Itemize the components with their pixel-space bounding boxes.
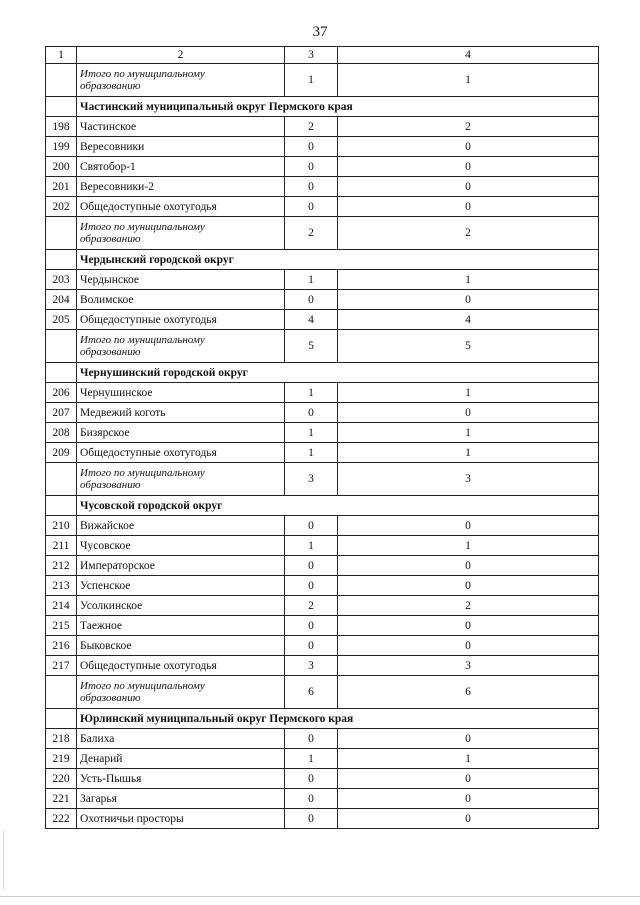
- hunting-ground-name: Общедоступные охотугодья: [77, 197, 285, 217]
- row-number: 216: [46, 636, 77, 656]
- row-number: [46, 217, 77, 250]
- value-col-4: 1: [338, 443, 599, 463]
- value-col-3: 1: [285, 749, 338, 769]
- row-number: [46, 330, 77, 363]
- value-col-3: 0: [285, 616, 338, 636]
- value-col-3: 0: [285, 729, 338, 749]
- row-number: 212: [46, 556, 77, 576]
- value-col-3: 0: [285, 403, 338, 423]
- header-row: [46, 47, 599, 64]
- hunting-ground-name: Усолкинское: [77, 596, 285, 616]
- table-row: [46, 536, 599, 556]
- section-empty-cell: [46, 97, 77, 117]
- row-number: 208: [46, 423, 77, 443]
- table-row: [46, 403, 599, 423]
- value-col-3: 1: [285, 270, 338, 290]
- row-number: 213: [46, 576, 77, 596]
- hunting-ground-name: Успенское: [77, 576, 285, 596]
- hunting-ground-name: Чернушинское: [77, 383, 285, 403]
- hunting-ground-name: Балиха: [77, 729, 285, 749]
- row-number: 218: [46, 729, 77, 749]
- row-number: 221: [46, 789, 77, 809]
- value-col-3: 1: [285, 383, 338, 403]
- value-col-4: 1: [338, 64, 599, 97]
- value-col-4: 0: [338, 789, 599, 809]
- hunting-ground-name: Загарья: [77, 789, 285, 809]
- section-header-row: [46, 496, 599, 516]
- row-number: 204: [46, 290, 77, 310]
- value-col-4: 3: [338, 656, 599, 676]
- section-empty-cell: [46, 496, 77, 516]
- header-col-2: 2: [77, 47, 285, 64]
- hunting-grounds-table: [45, 46, 599, 829]
- hunting-ground-name: Итого по муниципальному образованию: [77, 330, 285, 363]
- hunting-ground-name: Бизярское: [77, 423, 285, 443]
- value-col-3: 0: [285, 769, 338, 789]
- value-col-4: 4: [338, 310, 599, 330]
- value-col-4: 0: [338, 197, 599, 217]
- value-col-4: 0: [338, 290, 599, 310]
- value-col-4: 3: [338, 463, 599, 496]
- value-col-3: 0: [285, 177, 338, 197]
- value-col-3: 1: [285, 536, 338, 556]
- value-col-3: 0: [285, 809, 338, 829]
- value-col-3: 0: [285, 290, 338, 310]
- value-col-3: 2: [285, 217, 338, 250]
- value-col-4: 1: [338, 536, 599, 556]
- table-row: [46, 749, 599, 769]
- value-col-4: 0: [338, 157, 599, 177]
- value-col-4: 5: [338, 330, 599, 363]
- value-col-4: 0: [338, 809, 599, 829]
- hunting-ground-name: Итого по муниципальному образованию: [77, 64, 285, 97]
- table-row: [46, 576, 599, 596]
- section-header-row: [46, 709, 599, 729]
- hunting-ground-name: Вижайское: [77, 516, 285, 536]
- hunting-ground-name: Волимское: [77, 290, 285, 310]
- table-row: [46, 769, 599, 789]
- value-col-4: 2: [338, 217, 599, 250]
- hunting-ground-name: Чусовское: [77, 536, 285, 556]
- table-row: [46, 117, 599, 137]
- hunting-ground-name: Чердынское: [77, 270, 285, 290]
- total-row: [46, 64, 599, 97]
- section-title: Чернушинский городской округ: [77, 363, 599, 383]
- table-row: [46, 157, 599, 177]
- table-row: [46, 177, 599, 197]
- section-title: Юрлинский муниципальный округ Пермского края: [77, 709, 599, 729]
- total-row: [46, 463, 599, 496]
- row-number: 220: [46, 769, 77, 789]
- hunting-ground-name: Вересовники: [77, 137, 285, 157]
- table-row: [46, 729, 599, 749]
- value-col-4: 0: [338, 516, 599, 536]
- value-col-4: 1: [338, 270, 599, 290]
- value-col-4: 0: [338, 137, 599, 157]
- hunting-ground-name: Охотничьи просторы: [77, 809, 285, 829]
- table-row: [46, 656, 599, 676]
- value-col-3: 3: [285, 463, 338, 496]
- row-number: 202: [46, 197, 77, 217]
- section-title: Чусовской городской округ: [77, 496, 599, 516]
- value-col-4: 0: [338, 769, 599, 789]
- row-number: 200: [46, 157, 77, 177]
- value-col-3: 5: [285, 330, 338, 363]
- table-row: [46, 290, 599, 310]
- hunting-ground-name: Денарий: [77, 749, 285, 769]
- value-col-3: 0: [285, 576, 338, 596]
- value-col-3: 0: [285, 789, 338, 809]
- value-col-3: 3: [285, 656, 338, 676]
- section-empty-cell: [46, 250, 77, 270]
- value-col-4: 0: [338, 616, 599, 636]
- row-number: 215: [46, 616, 77, 636]
- row-number: [46, 676, 77, 709]
- row-number: [46, 64, 77, 97]
- hunting-ground-name: Императорское: [77, 556, 285, 576]
- scan-artifact-line: [0, 896, 640, 897]
- section-empty-cell: [46, 709, 77, 729]
- row-number: 219: [46, 749, 77, 769]
- row-number: 217: [46, 656, 77, 676]
- table-row: [46, 556, 599, 576]
- hunting-ground-name: Медвежий коготь: [77, 403, 285, 423]
- row-number: 206: [46, 383, 77, 403]
- value-col-3: 1: [285, 423, 338, 443]
- hunting-ground-name: Вересовники-2: [77, 177, 285, 197]
- value-col-3: 0: [285, 137, 338, 157]
- section-header-row: [46, 250, 599, 270]
- value-col-4: 0: [338, 556, 599, 576]
- page-number: 37: [312, 24, 328, 40]
- row-number: 198: [46, 117, 77, 137]
- value-col-3: 0: [285, 636, 338, 656]
- value-col-3: 0: [285, 516, 338, 536]
- row-number: 209: [46, 443, 77, 463]
- table-row: [46, 310, 599, 330]
- header-col-4: 4: [338, 47, 599, 64]
- value-col-4: 0: [338, 636, 599, 656]
- value-col-3: 0: [285, 556, 338, 576]
- table-row: [46, 383, 599, 403]
- row-number: 210: [46, 516, 77, 536]
- total-row: [46, 217, 599, 250]
- value-col-3: 0: [285, 157, 338, 177]
- value-col-4: 2: [338, 117, 599, 137]
- section-title: Частинский муниципальный округ Пермского края: [77, 97, 599, 117]
- row-number: 214: [46, 596, 77, 616]
- table-row: [46, 596, 599, 616]
- hunting-ground-name: Итого по муниципальному образованию: [77, 463, 285, 496]
- table-row: [46, 137, 599, 157]
- header-col-1: 1: [46, 47, 77, 64]
- table-row: [46, 516, 599, 536]
- scan-artifact-edge: [3, 830, 4, 890]
- value-col-3: 1: [285, 443, 338, 463]
- value-col-4: 0: [338, 403, 599, 423]
- table-row: [46, 423, 599, 443]
- section-empty-cell: [46, 363, 77, 383]
- table-row: [46, 789, 599, 809]
- hunting-ground-name: Общедоступные охотугодья: [77, 656, 285, 676]
- table-body: [46, 47, 599, 829]
- row-number: [46, 463, 77, 496]
- row-number: 203: [46, 270, 77, 290]
- hunting-ground-name: Общедоступные охотугодья: [77, 443, 285, 463]
- table-row: [46, 809, 599, 829]
- header-col-3: 3: [285, 47, 338, 64]
- hunting-ground-name: Общедоступные охотугодья: [77, 310, 285, 330]
- value-col-4: 0: [338, 729, 599, 749]
- hunting-ground-name: Итого по муниципальному образованию: [77, 217, 285, 250]
- table-row: [46, 616, 599, 636]
- value-col-3: 2: [285, 596, 338, 616]
- value-col-3: 0: [285, 197, 338, 217]
- row-number: 199: [46, 137, 77, 157]
- row-number: 205: [46, 310, 77, 330]
- section-header-row: [46, 97, 599, 117]
- row-number: 222: [46, 809, 77, 829]
- table-row: [46, 197, 599, 217]
- value-col-4: 0: [338, 576, 599, 596]
- value-col-4: 1: [338, 749, 599, 769]
- section-header-row: [46, 363, 599, 383]
- value-col-4: 0: [338, 177, 599, 197]
- hunting-ground-name: Таежное: [77, 616, 285, 636]
- table-row: [46, 636, 599, 656]
- value-col-3: 1: [285, 64, 338, 97]
- value-col-4: 1: [338, 383, 599, 403]
- hunting-ground-name: Быковское: [77, 636, 285, 656]
- value-col-3: 6: [285, 676, 338, 709]
- value-col-3: 2: [285, 117, 338, 137]
- row-number: 207: [46, 403, 77, 423]
- table-row: [46, 443, 599, 463]
- total-row: [46, 330, 599, 363]
- row-number: 211: [46, 536, 77, 556]
- value-col-4: 1: [338, 423, 599, 443]
- total-row: [46, 676, 599, 709]
- row-number: 201: [46, 177, 77, 197]
- hunting-ground-name: Частинское: [77, 117, 285, 137]
- hunting-ground-name: Усть-Пышья: [77, 769, 285, 789]
- value-col-3: 4: [285, 310, 338, 330]
- hunting-ground-name: Святобор-1: [77, 157, 285, 177]
- section-title: Чердынский городской округ: [77, 250, 599, 270]
- value-col-4: 2: [338, 596, 599, 616]
- value-col-4: 6: [338, 676, 599, 709]
- hunting-ground-name: Итого по муниципальному образованию: [77, 676, 285, 709]
- table-row: [46, 270, 599, 290]
